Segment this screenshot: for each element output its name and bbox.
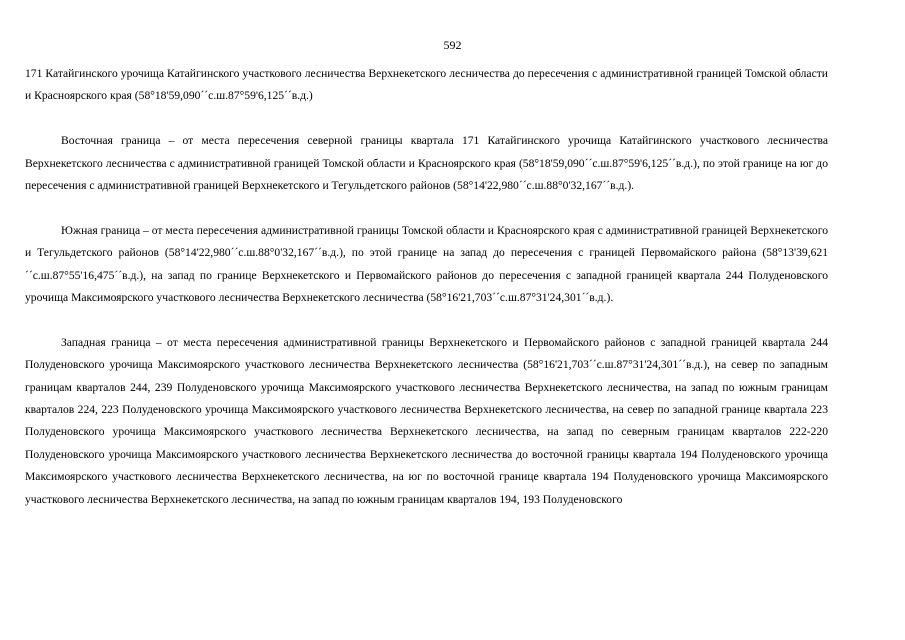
paragraph-southern-boundary: Южная граница – от места пересечения административной границы Томской области и Красноярского края с административной границей Верхнекетского и Тегульдетского районов (58°14'22,980´´с.ш.88°0'32,167´´в.д.), по этой границе на запад до пересечения с границей Первомайского района (58°13'39,621´´с.ш.87°55'16,475´´в.д.), на запад по границе Верхнекетского и Первомайского районов до пересечения с западной границей квартала 244 Полуденовского урочища Максимоярского участкового лесничества Верхнекетского лесничества (58°16'21,703´´с.ш.87°31'24,301´´в.д.). — [25, 223, 828, 305]
paragraph-eastern-boundary: Восточная граница – от места пересечения северной границы квартала 171 Катайгинского урочища Катайгинского участкового лесничества Верхнекетского лесничества с административной границей Томской области и Красноярского края (58°18'59,090´´с.ш.87°59'6,125´´в.д.), по этой границе на юг до пересечения с административной границей Верхнекетского и Тегульдетского районов (58°14'22,980´´с.ш.88°0'32,167´´в.д.). — [25, 134, 828, 193]
page-number: 592 — [443, 38, 462, 52]
paragraph-western-boundary: Западная граница – от места пересечения административной границы Верхнекетского и Первомайского районов с западной границей квартала 244 Полуденовского урочища Максимоярского участкового лесничества Верхнекетского лесничества (58°16'21,703´´с.ш.87°31'24,301´´в.д.), на север по западным границам кварталов 244, 239 Полуденовского урочища Максимоярского участкового лесничества Верхнекетского лесничества, на запад по южным границам кварталов 224, 223 Полуденовского урочища Максимоярского участкового лесничества Верхнекетского лесничества, на север по западной границе квартала 223 Полуденовского урочища Максимоярского участкового лесничества Верхнекетского лесничества, на запад по северным границам кварталов 222-220 Полуденовского урочища Максимоярского участкового лесничества Верхнекетского лесничества до восточной границы квартала 194 Полуденовского урочища Максимоярского участкового лесничества Верхнекетского лесничества, на юг по восточной границе квартала 194 Полуденовского урочища Максимоярского участкового лесничества Верхнекетского лесничества, на запад по южным границам кварталов 194, 193 Полуденовского — [25, 335, 828, 506]
paragraph-continuation: 171 Катайгинского урочища Катайгинского участкового лесничества Верхнекетского лесничества до пересечения с административной границей Томской области и Красноярского края (58°18'59,090´´с.ш.87°59'6,125´´в.д.) — [25, 67, 828, 103]
document-body — [25, 63, 828, 511]
